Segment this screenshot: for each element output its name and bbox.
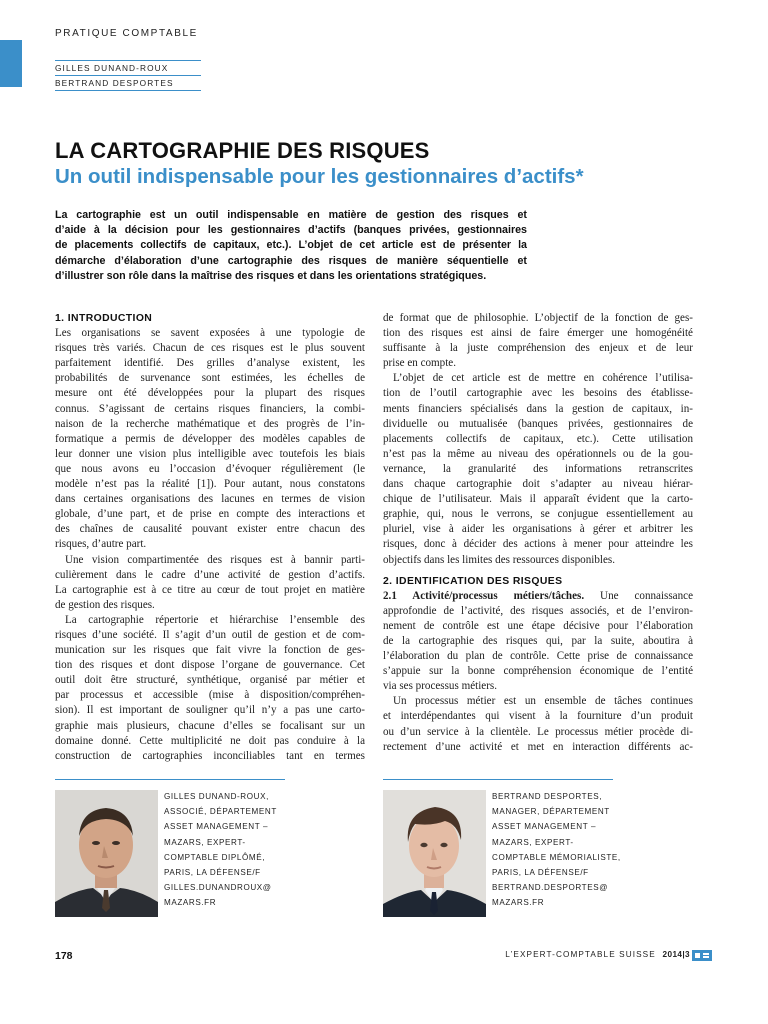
bio-line: GILLES DUNAND-ROUX, bbox=[164, 792, 269, 801]
body-line: Un processus métier est un ensemble de tâches continues bbox=[393, 695, 693, 708]
body-line: par processus et accessible (mise à disposition/compréhen- bbox=[55, 689, 365, 702]
lead-line: d’aide à la décision pour les gestionnaires d’actifs (banques privées, gestionnaires bbox=[55, 224, 527, 237]
body-line: parfaitement identifié. Des grilles d’analyse existent, les bbox=[55, 357, 365, 370]
body-line: prise en compte. bbox=[383, 357, 457, 370]
bio-line: BERTRAND DESPORTES, bbox=[492, 792, 603, 801]
body-line: risques d’une société. Il s’agit d’un outil de gestion et de com- bbox=[55, 628, 365, 641]
body-line: naison de la recherche mathématique et des progrès de l’in- bbox=[55, 417, 365, 430]
author-photo-bertrand bbox=[383, 790, 486, 917]
bio-divider bbox=[55, 779, 285, 780]
body-line: modèle n’est pas la réalité [1]). Pour autant, nous constatons bbox=[55, 478, 365, 491]
body-line: s’appuie sur la bonne compréhension économique de l’entité bbox=[383, 665, 693, 678]
body-line: placements collectifs de capitaux, etc.). Cette utilisation bbox=[383, 432, 693, 445]
body-line: tion de l’outil cartographie avec les besoins des établisse- bbox=[383, 387, 693, 400]
body-line: chique de l’utilisateur. Mais il apparaît évident que la carto- bbox=[383, 493, 693, 506]
body-line: ments financiers spécialisés dans la gestion de capitaux, in- bbox=[383, 402, 693, 415]
body-line: mesure ont été développées pour la plupart des risques bbox=[55, 387, 365, 400]
body-line: n’est pas la même au niveau des opérationnels ou de la gou- bbox=[383, 447, 693, 460]
author-byline-1: GILLES DUNAND-ROUX bbox=[55, 60, 201, 76]
body-line: L’objet de cet article est de mettre en cohérence l’utilisa- bbox=[393, 372, 693, 385]
bio-line: PARIS, LA DÉFENSE/F bbox=[164, 868, 261, 878]
body-line: pluriel, vise à aider les organisations à gérer et arbitrer les bbox=[383, 523, 693, 536]
body-line: que nous avons eu l’occasion d’évoquer régulièrement (le bbox=[55, 462, 365, 475]
article-lead bbox=[55, 208, 527, 284]
lead-line: de placements collectifs de capitaux, etc.). L’objet de cet article est de présenter la bbox=[55, 239, 527, 252]
bio-line: ASSOCIÉ, DÉPARTEMENT bbox=[164, 807, 277, 817]
body-line: culièrement dans le cadre d’une activité de gestion d’actifs. bbox=[55, 568, 365, 581]
body-line: vernance, la granularité des informations retranscrites bbox=[383, 462, 693, 475]
body-line: risques très variés. Chacun de ces risques est le plus souvent bbox=[55, 342, 365, 355]
body-column-left bbox=[55, 311, 365, 764]
body-line: leur donner une vision plus intelligible avec toutefois les biais bbox=[55, 447, 365, 460]
body-line: graphie, qui, nous le verrons, se conjugue essentiellement au bbox=[383, 508, 693, 521]
body-line: suffisante à la juste compréhension des enjeux et de leur bbox=[383, 342, 693, 355]
body-line: des chaînes de causalité pouvant exister entre chacun des bbox=[55, 523, 365, 536]
lead-line: La cartographie est un outil indispensable en matière de gestion des risques et bbox=[55, 209, 527, 221]
author-byline-2: BERTRAND DESPORTES bbox=[55, 76, 201, 91]
body-line: et interdépendantes qui visent à la fourniture d’un produit bbox=[383, 710, 693, 723]
body-line: risques, d’autre part. bbox=[55, 538, 147, 551]
body-line: formatique a permis de développer des modèles capables de bbox=[55, 432, 365, 445]
page-number: 178 bbox=[55, 950, 73, 962]
article-subtitle: Un outil indispensable pour les gestionnaires d’actifs* bbox=[55, 165, 584, 188]
lead-line: d’illustrer son rôle dans la maîtrise des risques et dans les orientations stratégiques. bbox=[55, 269, 487, 282]
bio-line: COMPTABLE MÉMORIALISTE, bbox=[492, 852, 621, 862]
body-line: Les organisations se savent exposées à une typologie de bbox=[55, 327, 365, 340]
body-line: tion des risques et dont dispose l’organe de gouvernance. Cet bbox=[55, 659, 365, 672]
body-line: connus. S’agissant de certains risques financiers, la combi- bbox=[55, 402, 365, 415]
body-line: graphie mais plusieurs, chacune d’elles se focalisant sur un bbox=[55, 719, 365, 732]
bio-line: GILLES.DUNANDROUX@ bbox=[164, 883, 272, 893]
bio-line: PARIS, LA DÉFENSE/F bbox=[492, 868, 589, 878]
body-line: munication sur les risques que fait vivre la fonction de ges- bbox=[55, 644, 365, 657]
subsection-heading: 2.1 Activité/processus métiers/tâches. bbox=[383, 589, 585, 602]
body-line: risques, donc à décider des actions à mener pour atteindre les bbox=[383, 538, 693, 551]
bio-line: ASSET MANAGEMENT – bbox=[492, 822, 597, 832]
body-line: objectifs dans les limites des ressources disponibles. bbox=[383, 553, 616, 566]
journal-name: L’EXPERT-COMPTABLE SUISSE bbox=[505, 950, 656, 959]
bio-line: MANAGER, DÉPARTEMENT bbox=[492, 807, 610, 817]
body-line: de gestion des risques. bbox=[55, 598, 155, 611]
body-line: construction de cartographies inconciliables tant en termes bbox=[55, 749, 365, 762]
lead-line: démarche d’élaboration d’une cartographie des risques de manière séquentielle et bbox=[55, 254, 527, 267]
body-line: probabilités de survenance sont estimées, les échelles de bbox=[55, 372, 365, 385]
body-line: rectement d’une activité et met en interaction différents ac- bbox=[383, 740, 693, 753]
section-heading: 2. IDENTIFICATION DES RISQUES bbox=[383, 575, 563, 587]
bio-line: MAZARS.FR bbox=[492, 898, 545, 908]
body-line: nement de contrôle est une étape décisive pour l’élaboration bbox=[383, 619, 693, 632]
bio-line: ASSET MANAGEMENT – bbox=[164, 822, 269, 832]
body-line: l’élaboration du plan de contrôle. Cette prise de connaissance bbox=[383, 650, 693, 663]
bio-line: COMPTABLE DIPLÔMÉ, bbox=[164, 852, 266, 862]
author-photo-gilles bbox=[55, 790, 158, 917]
body-line: dans chaque cartographie doit s’adapter au niveau hiérar- bbox=[383, 478, 693, 491]
body-line: tion des risques est ainsi de faire émerger une homogénéité bbox=[383, 327, 693, 340]
section-rubric: PRATIQUE COMPTABLE bbox=[55, 28, 198, 39]
body-line: dans certaines organisations des lacunes en termes de vision bbox=[55, 493, 365, 506]
bio-divider bbox=[383, 779, 613, 780]
body-line: sion). Il est important de souligner qu’il n’y a pas une carto- bbox=[55, 704, 365, 717]
journal-logo-icon bbox=[692, 950, 712, 961]
journal-issue: 2014|3 bbox=[662, 950, 690, 959]
section-heading: 1. INTRODUCTION bbox=[55, 313, 153, 324]
section-color-tab bbox=[0, 40, 22, 87]
body-line: outil doit être structuré, synthétique, organisé par métier et bbox=[55, 674, 365, 687]
body-column-right bbox=[383, 311, 693, 755]
body-line: de la cartographie des risques qui, par la suite, aboutira à bbox=[383, 634, 693, 647]
body-line: La cartographie est à ce titre au cœur de tout projet en matière bbox=[55, 583, 365, 596]
body-line: domaine donné. Cette multiplicité ne doit pas conduire à la bbox=[55, 734, 365, 747]
body-line: 2.1 Activité/processus métiers/tâches. Une connaissance bbox=[383, 589, 693, 602]
article-title: LA CARTOGRAPHIE DES RISQUES bbox=[55, 138, 430, 163]
body-line: ou d’un service à la clientèle. Le processus métier procède di- bbox=[383, 725, 693, 738]
body-line: Une vision compartimentée des risques est à bannir parti- bbox=[65, 553, 365, 566]
bio-line: MAZARS.FR bbox=[164, 898, 217, 908]
body-line: globale, d’une part, et de prise en compte des interactions et bbox=[55, 508, 365, 521]
journal-footer bbox=[505, 950, 690, 959]
body-line: via ses processus métiers. bbox=[383, 680, 497, 693]
bio-line: MAZARS, EXPERT- bbox=[492, 837, 574, 847]
body-line: approfondie de l’activité, des risques associés, et de l’environ- bbox=[383, 604, 693, 617]
bio-line: MAZARS, EXPERT- bbox=[164, 837, 246, 847]
body-line: La cartographie répertorie et hiérarchise l’ensemble des bbox=[65, 613, 365, 626]
author-bio-1 bbox=[164, 789, 288, 911]
author-bio-2 bbox=[492, 789, 621, 911]
body-line: dividuelle ou mutualisée (banques privées, gestionnaires de bbox=[383, 417, 693, 430]
bio-line: BERTRAND.DESPORTES@ bbox=[492, 883, 609, 893]
body-line: de format que de philosophie. L’objectif de la fonction de ges- bbox=[383, 312, 693, 324]
